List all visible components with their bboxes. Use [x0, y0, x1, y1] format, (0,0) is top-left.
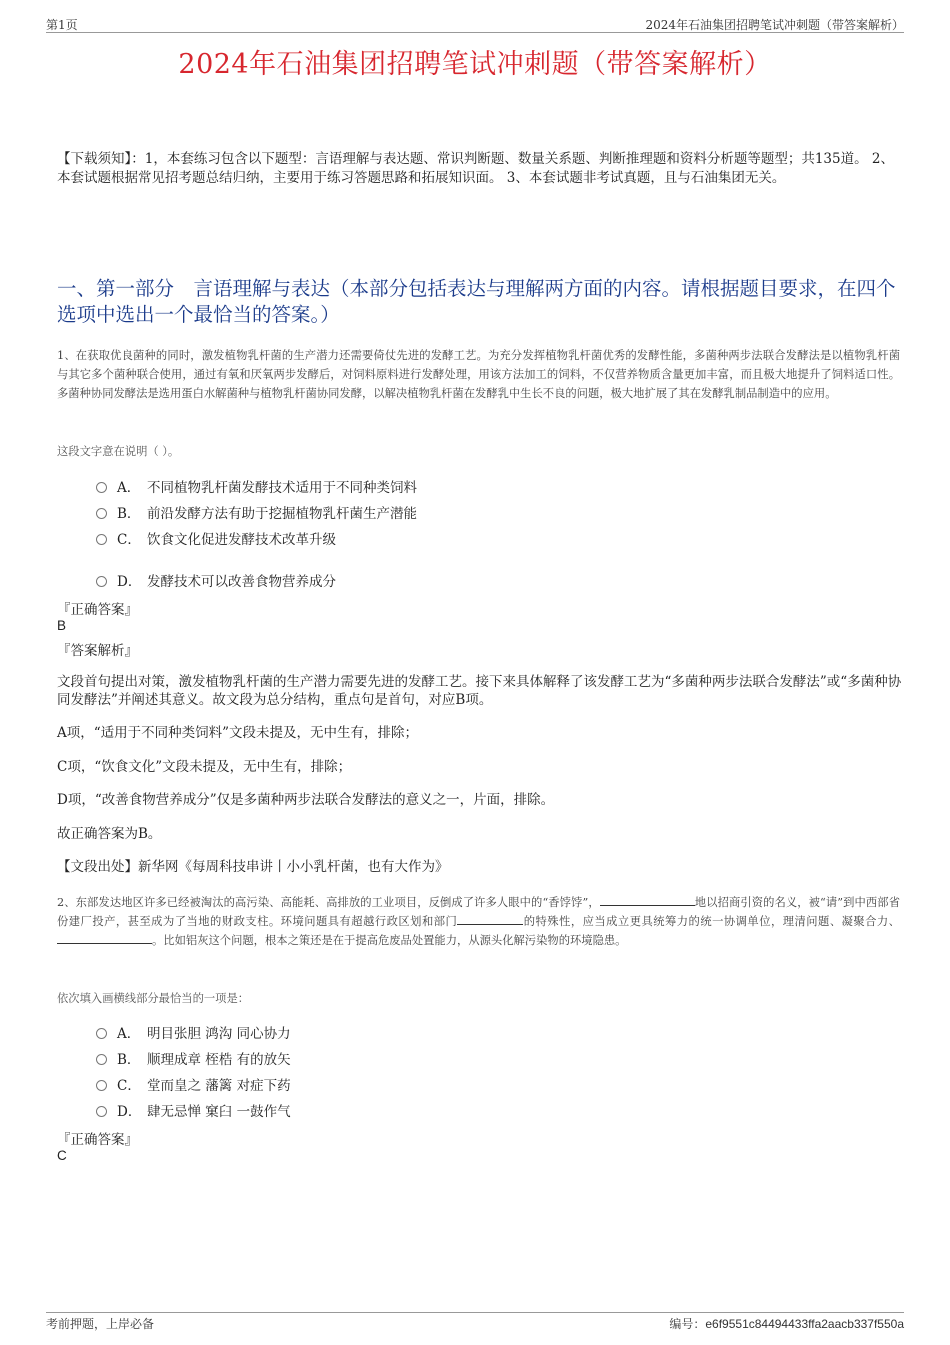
- footer-slogan: 考前押题，上岸必备: [46, 1317, 155, 1331]
- option-text: 明目张胆 鸿沟 同心协力: [147, 1026, 291, 1042]
- question-1-option-c[interactable]: [96, 528, 336, 548]
- radio-icon[interactable]: [96, 1080, 107, 1091]
- question-2-option-a[interactable]: [96, 1022, 291, 1042]
- option-letter: C．: [117, 532, 141, 548]
- radio-icon[interactable]: [96, 534, 107, 545]
- option-text: 发酵技术可以改善食物营养成分: [147, 574, 336, 590]
- question-1-source: 【文段出处】新华网《每周科技串讲丨小小乳杆菌，也有大作为》: [57, 859, 449, 875]
- radio-icon[interactable]: [96, 1106, 107, 1117]
- question-1-analysis-summary: 文段首句提出对策，激发植物乳杆菌的生产潜力需要先进的发酵工艺。接下来具体解释了该发酵工艺为“多菌种两步法联合发酵法”或“多菌种协同发酵法”并阐述其意义。故文段为总分结构，重点句是首句，对应B项。: [57, 674, 902, 708]
- header-doc-title: 2024年石油集团招聘笔试冲刺题（带答案解析）: [645, 18, 904, 32]
- question-1-analysis-label: 『答案解析』: [57, 643, 138, 659]
- question-1-option-a[interactable]: [96, 476, 417, 496]
- question-1-analysis-c: C项，“饮食文化”文段未提及，无中生有，排除；: [57, 759, 352, 775]
- document-title: 2024年石油集团招聘笔试冲刺题（带答案解析）: [178, 49, 772, 80]
- question-2-passage: [57, 893, 900, 950]
- passage-text: 的特殊性，应当成立更具统筹力的统一协调单位，理清问题、凝聚合力、: [523, 915, 900, 928]
- footer-code-value: e6f9551c84494433ffa2aacb337f550a: [705, 1317, 904, 1331]
- option-text: 前沿发酵方法有助于挖掘植物乳杆菌生产潜能: [147, 506, 417, 522]
- option-letter: D．: [117, 574, 142, 590]
- question-1-answer: B: [57, 618, 67, 633]
- option-text: 堂而皇之 藩篱 对症下药: [147, 1078, 291, 1094]
- radio-icon[interactable]: [96, 508, 107, 519]
- question-1-stem: 这段文字意在说明（ ）。: [57, 445, 180, 458]
- option-letter: A．: [117, 480, 141, 496]
- question-1-passage: 1、在获取优良菌种的同时，激发植物乳杆菌的生产潜力还需要倚仗先进的发酵工艺。为充分发挥植物乳杆菌优秀的发酵性能，多菌种两步法联合发酵法是以植物乳杆菌与其它多个菌种联合使用，通过有氧和厌氧两步发酵后，对饲料原料进行发酵处理，用该方法加工的饲料，不仅营养物质含量更加丰富，而且极大地提升了饲料适口性。多菌种协同发酵法是选用蛋白水解菌种与植物乳杆菌协同发酵，以解决植物乳杆菌在发酵乳中生长不良的问题，极大地扩展了其在发酵乳制品制造中的应用。: [57, 349, 900, 400]
- page-number: 第1页: [46, 18, 78, 32]
- option-text: 不同植物乳杆菌发酵技术适用于不同种类饲料: [147, 480, 417, 496]
- radio-icon[interactable]: [96, 482, 107, 493]
- page-header: [46, 14, 904, 33]
- question-1-conclusion: 故正确答案为B。: [57, 826, 162, 842]
- question-1-option-b[interactable]: [96, 502, 417, 522]
- question-1-analysis-a: A项，“适用于不同种类饲料”文段未提及，无中生有，排除；: [57, 725, 419, 741]
- question-1-answer-label: 『正确答案』: [57, 602, 138, 618]
- passage-text: 2、东部发达地区许多已经被淘汰的高污染、高能耗、高排放的工业项目，反倒成了许多人眼中的“香饽饽”，: [57, 896, 600, 909]
- question-1-analysis-d: D项，“改善食物营养成分”仅是多菌种两步法联合发酵法的意义之一，片面，排除。: [57, 792, 555, 808]
- footer-code: [669, 1315, 904, 1332]
- passage-text: 地以招商引资的名义，被“请”到中西部省份建厂投产，甚至成为了当地的财政支柱。环境问题具有超越行政区划和部门: [57, 896, 900, 928]
- option-text: 顺理成章 桎梏 有的放矢: [147, 1052, 291, 1068]
- passage-text: 。比如铝灰这个问题，根本之策还是在于提高危废品处置能力，从源头化解污染物的环境隐患。: [152, 934, 627, 947]
- question-2-option-b[interactable]: [96, 1048, 291, 1068]
- page-footer: [46, 1312, 904, 1331]
- fill-blank-1: [600, 895, 695, 906]
- radio-icon[interactable]: [96, 1054, 107, 1065]
- download-notice: 【下载须知】：1，本套练习包含以下题型：言语理解与表达题、常识判断题、数量关系题、判断推理题和资料分析题等题型；共135道。 2、本套试题根据常见招考题总结归纳，主要用于练习答题思路和拓展知识面。 3、本套试题非考试真题，且与石油集团无关。: [57, 151, 894, 186]
- fill-blank-2: [457, 914, 523, 925]
- question-2-stem: 依次填入画横线部分最恰当的一项是：: [57, 992, 250, 1005]
- option-letter: A．: [117, 1026, 141, 1042]
- question-2-option-d[interactable]: [96, 1100, 291, 1120]
- question-2-option-c[interactable]: [96, 1074, 291, 1094]
- option-letter: C．: [117, 1078, 141, 1094]
- radio-icon[interactable]: [96, 1028, 107, 1039]
- question-2-answer: C: [57, 1148, 67, 1163]
- option-letter: B．: [117, 506, 141, 522]
- question-1-option-d[interactable]: [96, 570, 336, 590]
- question-2-answer-label: 『正确答案』: [57, 1132, 138, 1148]
- radio-icon[interactable]: [96, 576, 107, 587]
- section-heading: 一、第一部分 言语理解与表达（本部分包括表达与理解两方面的内容。请根据题目要求，在四个选项中选出一个最恰当的答案。）: [57, 277, 896, 326]
- option-letter: D．: [117, 1104, 142, 1120]
- option-text: 肆无忌惮 窠臼 一鼓作气: [147, 1104, 291, 1120]
- option-text: 饮食文化促进发酵技术改革升级: [147, 532, 336, 548]
- option-letter: B．: [117, 1052, 141, 1068]
- fill-blank-3: [57, 933, 152, 944]
- footer-code-label: 编号：: [669, 1317, 706, 1331]
